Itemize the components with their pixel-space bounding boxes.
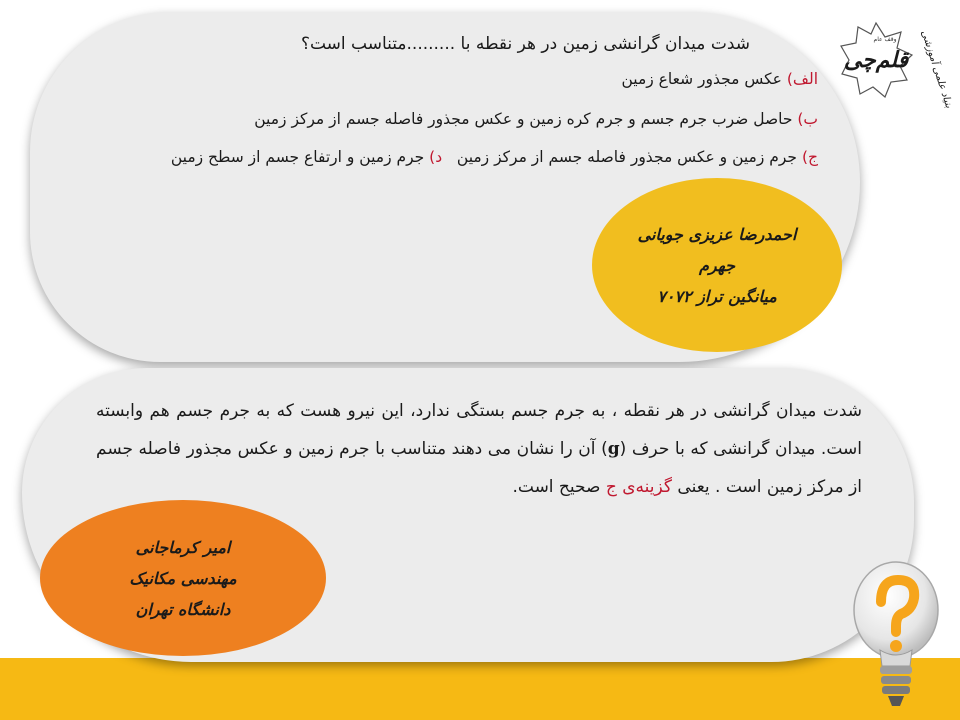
logo-text: بنیاد علمی آموزشی: [918, 29, 955, 110]
option-a-text: عکس مجذور شعاع زمین: [621, 70, 787, 88]
option-a: [621, 70, 818, 88]
answer-author-badge: [40, 500, 326, 656]
answer-symbol: g: [607, 439, 620, 459]
option-b-key: ب): [797, 110, 818, 128]
answer-author-name: امیر کرماجانی: [135, 537, 231, 557]
answer-highlight: گزینه‌ی ج: [605, 477, 672, 497]
question-author-badge: [592, 178, 842, 352]
question-stem: شدت میدان گرانشی زمین در هر نقطه با .........متناسب است؟: [300, 34, 750, 54]
option-b: [254, 110, 818, 128]
footer-band: [0, 658, 960, 720]
answer-author-field: مهندسی مکانیک: [129, 568, 237, 588]
answer-part-3: صحیح است.: [512, 477, 606, 497]
option-d-text: جرم زمین و ارتفاع جسم از سطح زمین: [170, 148, 430, 166]
option-c-d: [171, 148, 818, 166]
option-d-key: د): [429, 148, 443, 166]
answer-part-1: شدت میدان گرانشی در هر نقطه ، به جرم جسم بستگی ندارد، این نیرو هست که به جرم جسم هم وابسته است. میدان گرانشی که با حرف (: [96, 401, 862, 459]
question-author-city: جهرم: [699, 255, 735, 275]
answer-part-2: ) آن را نشان می دهند متناسب با جرم زمین و عکس مجذور فاصله جسم از مرکز زمین است . یعنی: [96, 439, 862, 497]
lightbulb-question-icon: [846, 550, 946, 712]
option-b-text: حاصل ضرب جرم جسم و جرم کره زمین و عکس مجذور فاصله جسم از مرکز زمین: [254, 110, 798, 128]
svg-text:قلم‌چی: قلم‌چی: [843, 47, 909, 73]
ghalamchi-logo: [830, 12, 958, 112]
option-c-text: جرم زمین و عکس مجذور فاصله جسم از مرکز زمین: [451, 148, 802, 166]
option-c-key: ج): [801, 148, 818, 166]
answer-author-university: دانشگاه تهران: [135, 599, 231, 619]
question-author-score: میانگین تراز ۷۰۷۲: [657, 286, 777, 306]
question-author-name: احمدرضا عزیزی جویانی: [637, 224, 797, 244]
logo-small-text: وقف عام: [873, 36, 897, 43]
option-a-key: الف): [786, 70, 818, 88]
answer-text: [96, 392, 862, 506]
